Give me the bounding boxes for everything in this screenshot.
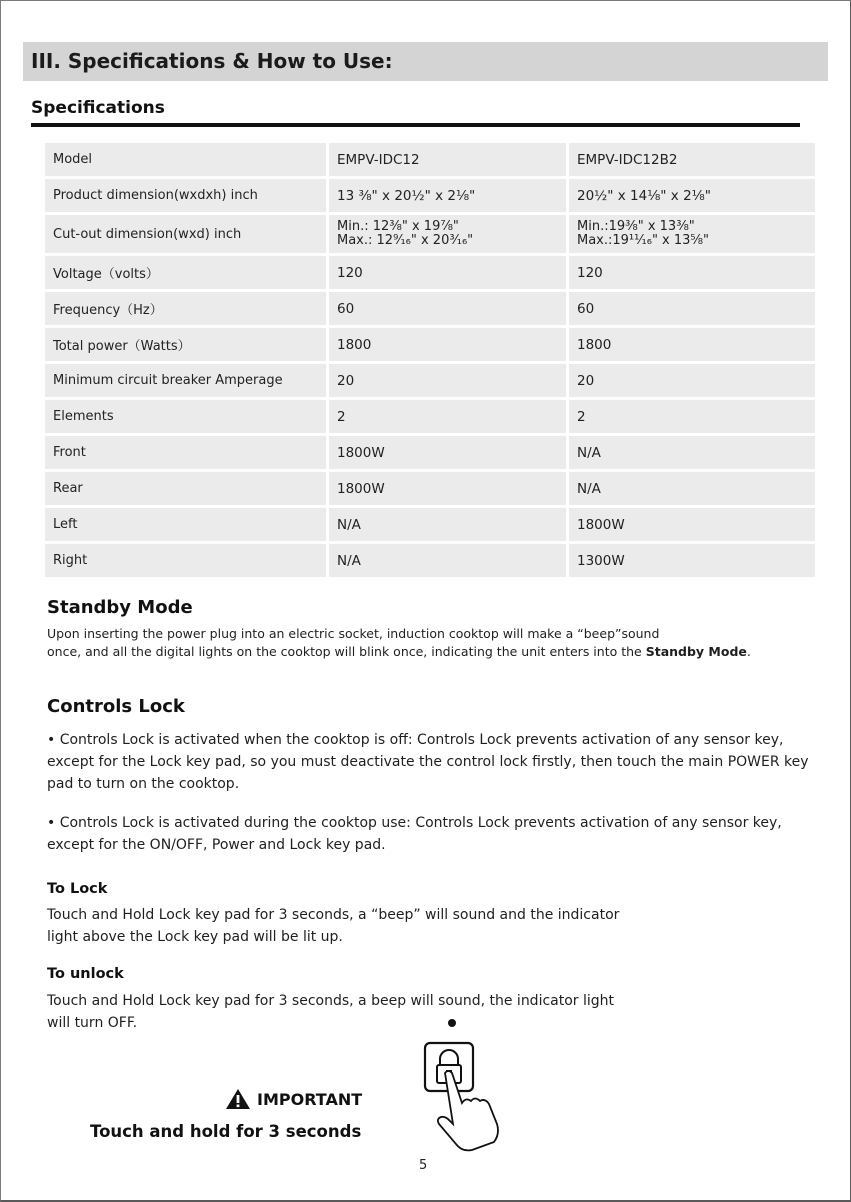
table-row	[45, 292, 815, 325]
spec-label: Right	[45, 544, 329, 577]
spec-label: Rear	[45, 472, 329, 505]
table-row	[45, 436, 815, 469]
important-label: IMPORTANT	[257, 1089, 363, 1109]
controls-lock-bullet-2: • Controls Lock is activated during the cooktop use: Controls Lock prevents activation of any sensor key, except for the ON/OFF, Power and Lock key pad.	[47, 815, 782, 853]
spec-value: 13 ⅜" x 20½" x 2⅛"	[329, 179, 569, 212]
to-lock-line1: Touch and Hold Lock key pad for 3 seconds, a “beep” will sound and the indicator	[47, 907, 620, 923]
table-row	[45, 256, 815, 289]
lock-keypad-illustration	[415, 1015, 515, 1160]
spec-label: Left	[45, 508, 329, 541]
spec-value: 1800W	[329, 472, 569, 505]
specifications-heading: Specifications	[31, 98, 165, 118]
spec-label: Minimum circuit breaker Amperage	[45, 364, 329, 397]
specifications-table	[45, 140, 815, 580]
spec-value-line: Min.: 12⅜" x 19⅞"	[337, 219, 459, 234]
to-lock-heading: To Lock	[47, 881, 108, 897]
spec-value: 120	[329, 256, 569, 289]
spec-value: 1800W	[329, 436, 569, 469]
spec-label: Elements	[45, 400, 329, 433]
to-unlock-line2: will turn OFF.	[47, 1015, 138, 1031]
specifications-divider	[31, 123, 800, 127]
spec-label: Model	[45, 143, 329, 176]
standby-mode-text	[47, 625, 812, 661]
page-number: 5	[419, 1158, 428, 1173]
spec-value-line: Min.:19⅜" x 13⅜"	[577, 219, 695, 234]
table-row	[45, 328, 815, 361]
table-row	[45, 143, 815, 176]
spec-value: EMPV-IDC12B2	[569, 143, 815, 176]
spec-value: 60	[569, 292, 815, 325]
spec-value: N/A	[569, 472, 815, 505]
standby-mode-heading: Standby Mode	[47, 597, 193, 618]
table-row	[45, 364, 815, 397]
table-row	[45, 544, 815, 577]
spec-value	[329, 215, 569, 253]
indicator-light-icon	[448, 1019, 456, 1027]
table-row	[45, 472, 815, 505]
spec-label: Front	[45, 436, 329, 469]
spec-label: Product dimension(wxdxh) inch	[45, 179, 329, 212]
spec-value	[569, 215, 815, 253]
table-row	[45, 179, 815, 212]
spec-value: 1800	[569, 328, 815, 361]
to-unlock-heading: To unlock	[47, 966, 124, 982]
spec-value-line: Max.:19¹¹⁄₁₆" x 13⅝"	[577, 233, 710, 248]
spec-label: Frequency（Hz）	[45, 292, 329, 325]
spec-value-line: Max.: 12⁹⁄₁₆" x 20³⁄₁₆"	[337, 233, 474, 248]
spec-label: Voltage（volts）	[45, 256, 329, 289]
spec-label: Total power（Watts）	[45, 328, 329, 361]
important-notice	[225, 1088, 362, 1110]
controls-lock-bullet-1: • Controls Lock is activated when the cooktop is off: Controls Lock prevents activation of any sensor key, except for the Lock key pad, so you must deactivate the control lock firstly, then touch the main POWER key pad to turn on the cooktop.	[47, 732, 809, 792]
spec-value: 60	[329, 292, 569, 325]
to-unlock-text	[47, 990, 737, 1034]
to-lock-line2: light above the Lock key pad will be lit up.	[47, 929, 343, 945]
spec-value: N/A	[329, 508, 569, 541]
spec-value: N/A	[329, 544, 569, 577]
spec-value: 20	[569, 364, 815, 397]
warning-triangle-icon	[225, 1088, 251, 1110]
to-lock-text	[47, 904, 737, 948]
spec-value: 20½" x 14⅛" x 2⅛"	[569, 179, 815, 212]
spec-value: EMPV-IDC12	[329, 143, 569, 176]
section-title: III. Specifications & How to Use:	[23, 42, 828, 81]
standby-text-end: .	[746, 644, 751, 659]
to-unlock-line1: Touch and Hold Lock key pad for 3 seconds, a beep will sound, the indicator light	[47, 993, 615, 1009]
spec-value: 2	[569, 400, 815, 433]
standby-text-bold: Standby Mode	[645, 644, 747, 659]
spec-value: 20	[329, 364, 569, 397]
spec-value: 1300W	[569, 544, 815, 577]
standby-text-line1: Upon inserting the power plug into an electric socket, induction cooktop will make a “beep”sound	[47, 626, 660, 641]
spec-value: 1800W	[569, 508, 815, 541]
controls-lock-heading: Controls Lock	[47, 696, 185, 717]
spec-value: 1800	[329, 328, 569, 361]
standby-text-line2: once, and all the digital lights on the cooktop will blink once, indicating the unit enters into the	[47, 644, 646, 659]
spec-value: N/A	[569, 436, 815, 469]
table-row	[45, 400, 815, 433]
table-row	[45, 215, 815, 253]
spec-label: Cut-out dimension(wxd) inch	[45, 215, 329, 253]
touch-hold-caption: Touch and hold for 3 seconds	[90, 1122, 362, 1141]
spec-value: 120	[569, 256, 815, 289]
spec-value: 2	[329, 400, 569, 433]
table-row	[45, 508, 815, 541]
